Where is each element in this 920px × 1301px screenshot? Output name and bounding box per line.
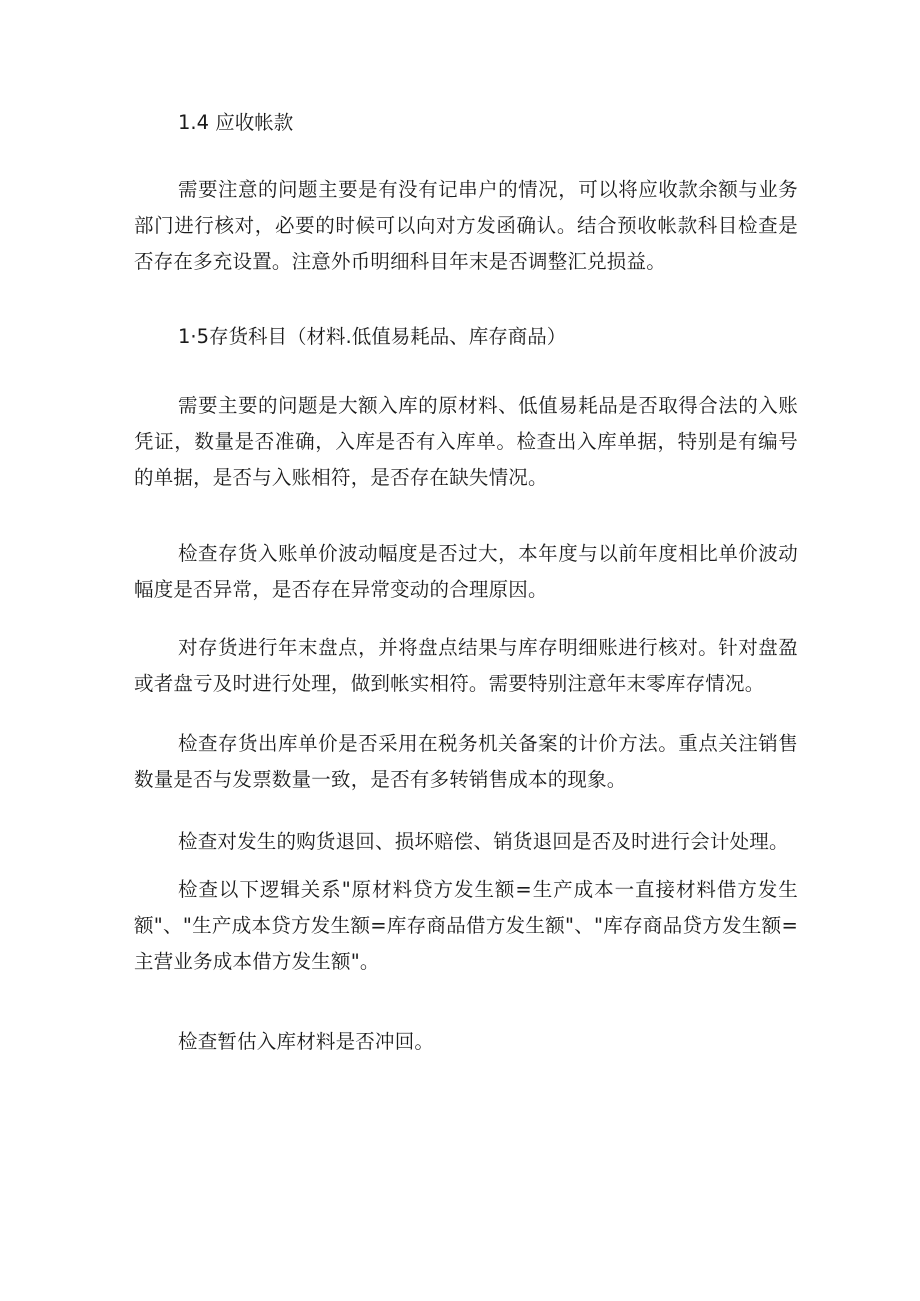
section-1-5-body-c <box>134 630 798 702</box>
paragraph: 对存货进行年末盘点，并将盘点结果与库存明细账进行核对。针对盘盈或者盘亏及时进行处理，做到帐实相符。需要特别注意年末零库存情况。 <box>134 636 798 695</box>
section-heading-1-4: 1.4 应收帐款 <box>178 111 294 134</box>
paragraph: 检查以下逻辑关系"原材料贷方发生额=生产成本一直接材料借方发生额"、"生产成本贷方发生额=库存商品借方发生额"、"库存商品贷方发生额=主营业务成本借方发生额"。 <box>134 878 798 973</box>
section-1-5-body-e <box>134 824 798 860</box>
section-1-5-body-a <box>134 388 798 496</box>
section-1-5-body-d <box>134 726 798 798</box>
paragraph: 检查对发生的购货退回、损坏赔偿、销货退回是否及时进行会计处理。 <box>178 830 789 853</box>
section-1-5-body-f <box>134 872 798 980</box>
section-1-5-body-g <box>134 1024 798 1060</box>
section-1-5-body-b <box>134 536 798 608</box>
paragraph: 检查存货入账单价波动幅度是否过大，本年度与以前年度相比单价波动幅度是否异常，是否存在异常变动的合理原因。 <box>134 542 798 601</box>
paragraph: 检查存货出库单价是否采用在税务机关备案的计价方法。重点关注销售数量是否与发票数量一致，是否有多转销售成本的现象。 <box>134 732 798 791</box>
paragraph: 需要注意的问题主要是有没有记串户的情况，可以将应收款余额与业务部门进行核对，必要的时候可以向对方发函确认。结合预收帐款科目检查是否存在多充设置。注意外币明细科目年末是否调整汇兑损益。 <box>134 178 798 273</box>
section-heading-1-5: 1·5存货科目（材料.低值易耗品、库存商品） <box>178 325 567 348</box>
section-1-4-body <box>134 172 798 280</box>
paragraph: 检查暂估入库材料是否冲回。 <box>178 1030 435 1053</box>
paragraph: 需要主要的问题是大额入库的原材料、低值易耗品是否取得合法的入账凭证，数量是否准确，入库是否有入库单。检查出入库单据，特别是有编号的单据，是否与入账相符，是否存在缺失情况。 <box>134 394 798 489</box>
